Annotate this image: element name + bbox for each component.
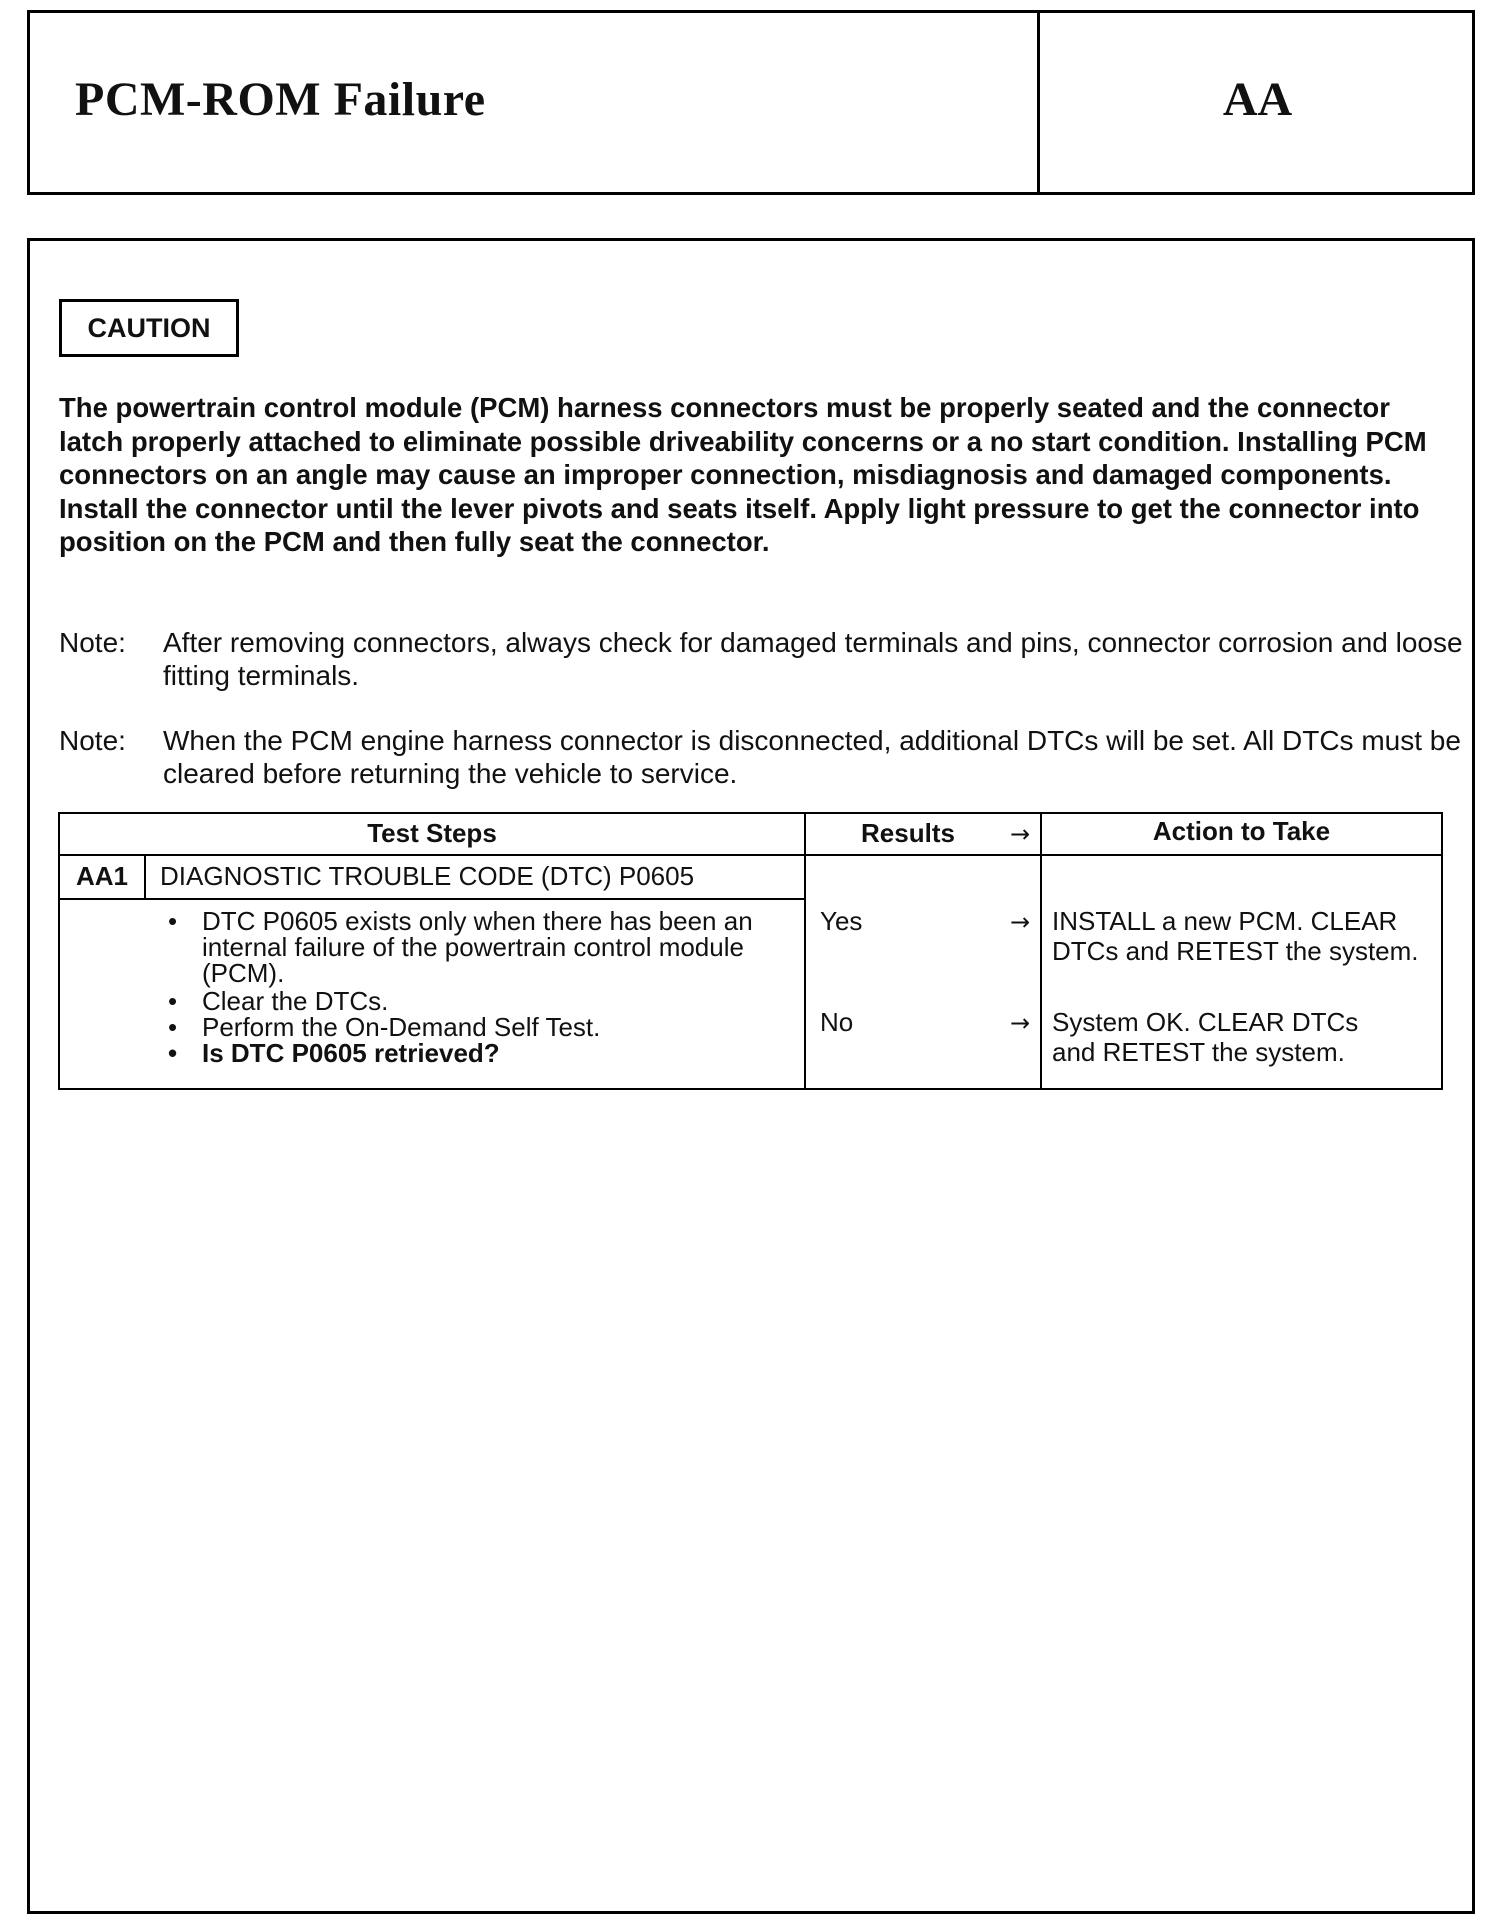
- header-action: Action to Take: [1152, 816, 1331, 846]
- column-divider-action: [1040, 814, 1042, 1088]
- step-bullet: • Perform the On-Demand Self Test.: [158, 1014, 778, 1040]
- note-label: Note:: [59, 725, 126, 756]
- result-no: No: [820, 1007, 854, 1037]
- step-title: DIAGNOSTIC TROUBLE CODE (DTC) P0605: [160, 861, 695, 891]
- action-no: System OK. CLEAR DTCs and RETEST the system.: [1052, 1007, 1359, 1067]
- header-test-steps: Test Steps: [367, 818, 497, 848]
- step-title-border: [60, 898, 804, 900]
- action-yes: INSTALL a new PCM. CLEAR DTCs and RETEST the system.: [1052, 906, 1419, 966]
- step-bullet: • DTC P0605 exists only when there has been an internal failure of the powertrain control module (PCM).: [158, 908, 778, 986]
- result-no-arrow: →: [1010, 1009, 1031, 1037]
- test-steps-table: [58, 812, 1443, 1090]
- caution-label: CAUTION: [59, 299, 239, 357]
- step-id-divider: [144, 854, 146, 898]
- header-row-border: [60, 854, 1441, 856]
- note-text: When the PCM engine harness connector is disconnected, additional DTCs will be set. All DTCs must be cleared before returning the vehicle to service.: [163, 725, 1461, 789]
- note-text: After removing connectors, always check for damaged terminals and pins, connector corrosion and loose fitting terminals.: [163, 627, 1463, 691]
- result-yes-arrow: →: [1010, 908, 1031, 936]
- column-divider-results: [804, 814, 806, 1088]
- step-question: • Is DTC P0605 retrieved?: [158, 1040, 778, 1066]
- page-title: PCM-ROM Failure: [75, 73, 486, 126]
- caution-text: The powertrain control module (PCM) harness connectors must be properly seated and the connector latch properly attached to eliminate possible driveability concerns or a no start condition. Installing PCM connectors on an angle may cause an improper connection, misdiagnosis and damaged components. Install the connector until the lever pivots and seats itself. Apply light pressure to get the connector into position on the PCM and then fully seat the connector.: [59, 392, 1427, 557]
- result-yes: Yes: [820, 906, 863, 936]
- header-results-arrow: →: [1010, 820, 1031, 848]
- header-results: Results: [861, 818, 955, 848]
- step-bullet-list: [158, 908, 778, 1066]
- note-label: Note:: [59, 627, 126, 658]
- step-id: AA1: [75, 861, 128, 891]
- section-code: AA: [1222, 73, 1293, 126]
- step-bullet: • Clear the DTCs.: [158, 988, 778, 1014]
